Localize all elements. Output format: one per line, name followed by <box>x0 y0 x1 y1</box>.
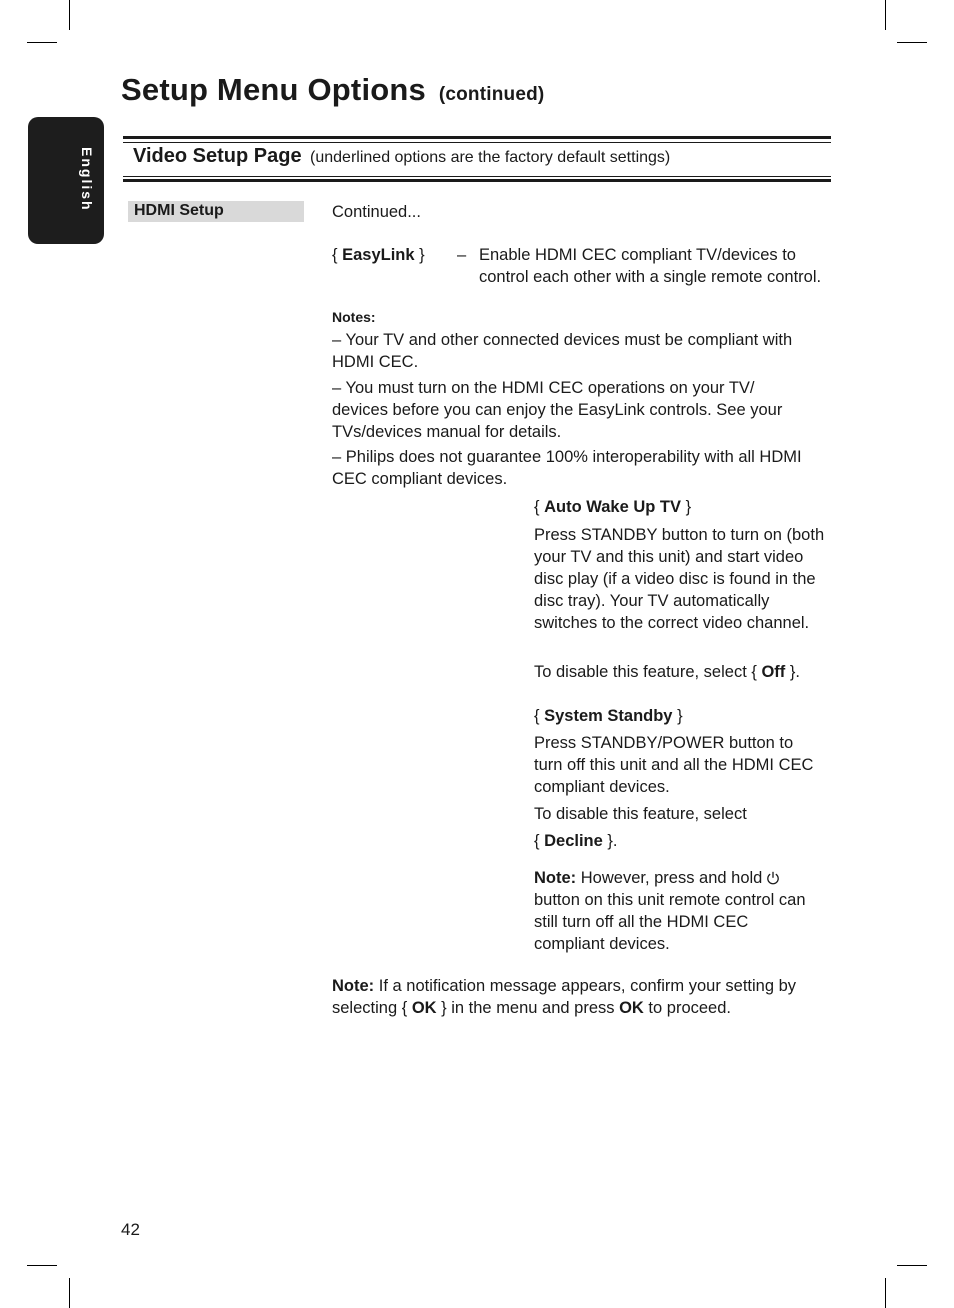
auto-wake-disable <box>534 661 826 683</box>
ok-option: OK <box>411 999 437 1017</box>
off-option: Off <box>761 663 786 681</box>
setting-label-box <box>128 201 304 222</box>
header-rule-top-thin <box>123 142 831 143</box>
section-title: Video Setup Page <box>133 145 302 167</box>
crop-mark <box>897 1265 927 1266</box>
brace-open: { <box>332 246 343 264</box>
note-item: – Your TV and other connected devices must be compliant with HDMI CEC. <box>332 331 793 371</box>
system-standby-name: System Standby <box>544 707 673 725</box>
disable-text: To disable this feature, select { <box>534 663 762 681</box>
page-title-suffix: (continued) <box>438 84 545 105</box>
brace-close: } <box>681 498 692 516</box>
system-standby-disable: To disable this feature, select <box>534 805 747 823</box>
notes-label: Notes: <box>332 309 376 325</box>
section-subtitle: (underlined options are the factory default settings) <box>310 149 671 166</box>
brace-close: } <box>414 246 425 264</box>
note-text: } in the menu and press <box>436 999 620 1017</box>
brace-close: } <box>672 707 683 725</box>
final-note <box>332 975 826 1019</box>
header-rule-top-thick <box>123 136 831 139</box>
auto-wake-description: Press STANDBY button to turn on (both your TV and this unit) and start video disc play (if a video disc is found in the disc tray). Your TV automatically switches to the correct video channel. <box>534 526 825 632</box>
brace-open: { <box>534 498 545 516</box>
continued-text: Continued... <box>332 203 421 221</box>
system-standby-description: Press STANDBY/POWER button to turn off this unit and all the HDMI CEC compliant devices. <box>534 734 814 796</box>
crop-mark <box>897 42 927 43</box>
system-standby-option <box>534 705 683 727</box>
note-label: Note: <box>332 977 375 995</box>
header-rule-bottom-thin <box>123 176 831 177</box>
crop-mark <box>27 42 57 43</box>
power-icon <box>766 871 780 885</box>
easylink-name: EasyLink <box>342 246 415 264</box>
note-text: to proceed. <box>643 999 731 1017</box>
section-header <box>133 145 670 168</box>
crop-mark <box>885 0 886 30</box>
crop-mark <box>885 1278 886 1308</box>
decline-option: Decline <box>544 832 603 850</box>
brace-open: { <box>534 832 545 850</box>
note-text: button on this unit remote control can still turn off all the HDMI CEC compliant devices. <box>534 891 806 953</box>
easylink-description: Enable HDMI CEC compliant TV/devices to control each other with a single remote control. <box>479 246 822 286</box>
note-item: – You must turn on the HDMI CEC operations on your TV/ devices before you can enjoy the EasyLink controls. See your TVs/devices manual for details. <box>332 379 783 441</box>
note-text: However, press and hold <box>576 869 763 887</box>
header-rule-bottom-thick <box>123 179 831 182</box>
auto-wake-option <box>534 496 691 518</box>
brace-open: { <box>534 707 545 725</box>
auto-wake-name: Auto Wake Up TV <box>544 498 681 516</box>
disable-suffix: }. <box>785 663 800 681</box>
decline-line <box>534 830 618 852</box>
note-item: – Philips does not guarantee 100% interoperability with all HDMI CEC compliant devices. <box>332 448 802 488</box>
system-standby-note <box>534 867 819 955</box>
crop-mark <box>69 1278 70 1308</box>
crop-mark <box>27 1265 57 1266</box>
language-tab-label: English <box>79 147 95 212</box>
crop-mark <box>69 0 70 30</box>
decline-suffix: }. <box>602 832 618 850</box>
note-text: If a notification message appears, confirm your setting by selecting { <box>332 977 797 1017</box>
ok-button-ref: OK <box>619 999 644 1017</box>
easylink-option <box>332 244 425 266</box>
easylink-dash: – <box>457 246 467 264</box>
page-title <box>121 72 544 108</box>
page-number: 42 <box>121 1220 140 1239</box>
setting-label: HDMI Setup <box>134 202 224 219</box>
page-title-text: Setup Menu Options <box>121 72 426 107</box>
note-label: Note: <box>534 869 577 887</box>
